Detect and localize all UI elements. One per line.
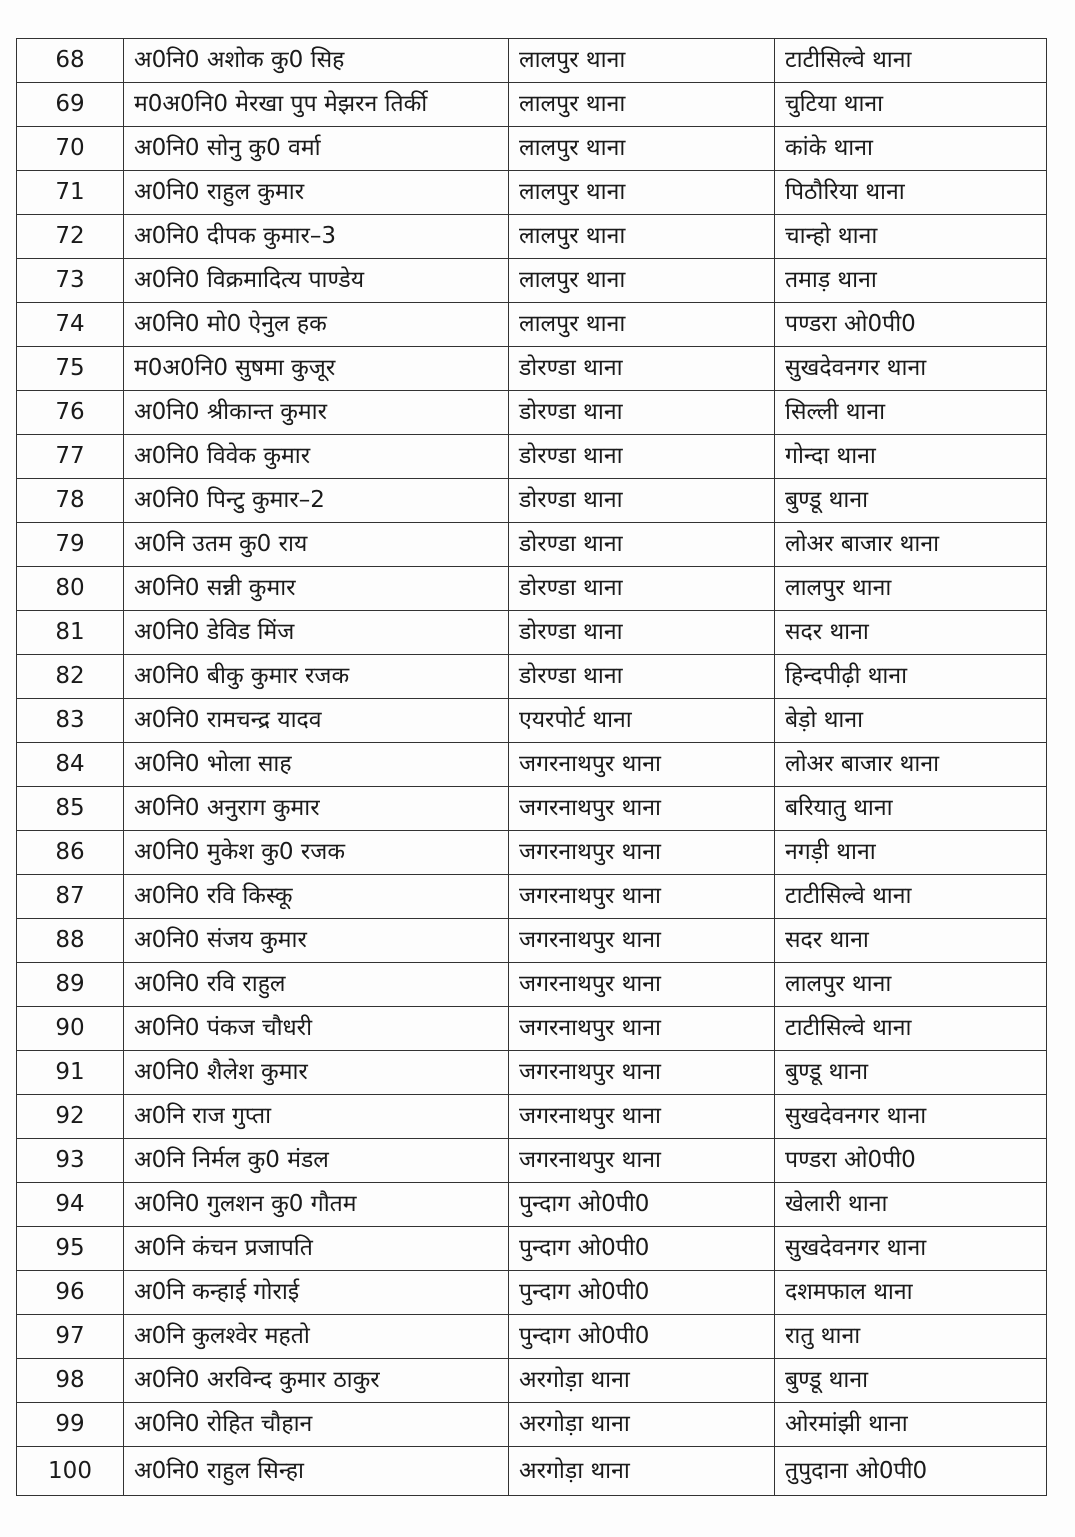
from-station-cell: डोरण्डा थाना (509, 435, 775, 479)
from-station-cell: लालपुर थाना (509, 215, 775, 259)
serial-number-cell: 90 (17, 1007, 124, 1051)
from-station-cell: जगरनाथपुर थाना (509, 963, 775, 1007)
table-row (17, 567, 1047, 611)
table-body (17, 39, 1047, 1496)
from-station-cell: अरगोड़ा थाना (509, 1359, 775, 1403)
table-row (17, 303, 1047, 347)
table-row (17, 831, 1047, 875)
officer-name-cell: अ0नि0 मो0 ऐनुल हक (124, 303, 509, 347)
from-station-cell: लालपुर थाना (509, 127, 775, 171)
to-station-cell: रातु थाना (775, 1315, 1047, 1359)
table-row (17, 699, 1047, 743)
to-station-cell: सुखदेवनगर थाना (775, 1227, 1047, 1271)
serial-number-cell: 83 (17, 699, 124, 743)
officer-name-cell: अ0नि0 संजय कुमार (124, 919, 509, 963)
to-station-cell: चान्हो थाना (775, 215, 1047, 259)
from-station-cell: डोरण्डा थाना (509, 611, 775, 655)
from-station-cell: जगरनाथपुर थाना (509, 1139, 775, 1183)
officer-name-cell: अ0नि0 शैलेश कुमार (124, 1051, 509, 1095)
officer-name-cell: अ0नि0 रामचन्द्र यादव (124, 699, 509, 743)
to-station-cell: लालपुर थाना (775, 567, 1047, 611)
to-station-cell: नगड़ी थाना (775, 831, 1047, 875)
serial-number-cell: 93 (17, 1139, 124, 1183)
from-station-cell: डोरण्डा थाना (509, 567, 775, 611)
to-station-cell: बरियातु थाना (775, 787, 1047, 831)
officer-name-cell: अ0नि0 बीकु कुमार रजक (124, 655, 509, 699)
from-station-cell: डोरण्डा थाना (509, 479, 775, 523)
to-station-cell: तमाड़ थाना (775, 259, 1047, 303)
table-row (17, 435, 1047, 479)
to-station-cell: तुपुदाना ओ0पी0 (775, 1447, 1047, 1496)
officer-name-cell: अ0नि0 विक्रमादित्य पाण्डेय (124, 259, 509, 303)
to-station-cell: सिल्ली थाना (775, 391, 1047, 435)
officer-name-cell: अ0नि0 रवि राहुल (124, 963, 509, 1007)
from-station-cell: डोरण्डा थाना (509, 391, 775, 435)
from-station-cell: डोरण्डा थाना (509, 655, 775, 699)
from-station-cell: अरगोड़ा थाना (509, 1403, 775, 1447)
officer-name-cell: अ0नि कन्हाई गोराई (124, 1271, 509, 1315)
to-station-cell: लोअर बाजार थाना (775, 523, 1047, 567)
serial-number-cell: 100 (17, 1447, 124, 1496)
officer-name-cell: अ0नि निर्मल कु0 मंडल (124, 1139, 509, 1183)
from-station-cell: लालपुर थाना (509, 303, 775, 347)
officer-name-cell: अ0नि0 डेविड मिंज (124, 611, 509, 655)
from-station-cell: जगरनाथपुर थाना (509, 1051, 775, 1095)
table-row (17, 1359, 1047, 1403)
to-station-cell: लालपुर थाना (775, 963, 1047, 1007)
officer-name-cell: अ0नि0 रवि किस्कू (124, 875, 509, 919)
serial-number-cell: 76 (17, 391, 124, 435)
table-row (17, 1271, 1047, 1315)
from-station-cell: एयरपोर्ट थाना (509, 699, 775, 743)
table-row (17, 611, 1047, 655)
officer-name-cell: अ0नि0 पिन्टु कुमार–2 (124, 479, 509, 523)
serial-number-cell: 79 (17, 523, 124, 567)
serial-number-cell: 71 (17, 171, 124, 215)
table-row (17, 1007, 1047, 1051)
from-station-cell: जगरनाथपुर थाना (509, 831, 775, 875)
from-station-cell: पुन्दाग ओ0पी0 (509, 1227, 775, 1271)
from-station-cell: पुन्दाग ओ0पी0 (509, 1271, 775, 1315)
table-row (17, 215, 1047, 259)
officer-name-cell: अ0नि0 सन्नी कुमार (124, 567, 509, 611)
table-row (17, 963, 1047, 1007)
to-station-cell: लोअर बाजार थाना (775, 743, 1047, 787)
to-station-cell: गोन्दा थाना (775, 435, 1047, 479)
serial-number-cell: 96 (17, 1271, 124, 1315)
to-station-cell: खेलारी थाना (775, 1183, 1047, 1227)
serial-number-cell: 80 (17, 567, 124, 611)
officer-name-cell: अ0नि0 अरविन्द कुमार ठाकुर (124, 1359, 509, 1403)
to-station-cell: बुण्डू थाना (775, 1051, 1047, 1095)
to-station-cell: सदर थाना (775, 919, 1047, 963)
to-station-cell: टाटीसिल्वे थाना (775, 1007, 1047, 1051)
officer-name-cell: अ0नि0 राहुल कुमार (124, 171, 509, 215)
officer-name-cell: अ0नि0 अशोक कु0 सिह (124, 39, 509, 83)
table-row (17, 743, 1047, 787)
table-row (17, 347, 1047, 391)
officer-name-cell: अ0नि0 श्रीकान्त कुमार (124, 391, 509, 435)
officer-name-cell: अ0नि कुलश्वेर महतो (124, 1315, 509, 1359)
from-station-cell: डोरण्डा थाना (509, 347, 775, 391)
table-row (17, 1315, 1047, 1359)
from-station-cell: लालपुर थाना (509, 83, 775, 127)
table-row (17, 391, 1047, 435)
officer-name-cell: अ0नि0 विवेक कुमार (124, 435, 509, 479)
officer-name-cell: म0अ0नि0 मेरखा पुप मेझरन तिर्की (124, 83, 509, 127)
officer-name-cell: अ0नि0 सोनु कु0 वर्मा (124, 127, 509, 171)
to-station-cell: दशमफाल थाना (775, 1271, 1047, 1315)
to-station-cell: चुटिया थाना (775, 83, 1047, 127)
table-row (17, 1403, 1047, 1447)
to-station-cell: बुण्डू थाना (775, 479, 1047, 523)
serial-number-cell: 82 (17, 655, 124, 699)
officer-name-cell: अ0नि0 गुलशन कु0 गौतम (124, 1183, 509, 1227)
to-station-cell: पण्डरा ओ0पी0 (775, 1139, 1047, 1183)
from-station-cell: जगरनाथपुर थाना (509, 1095, 775, 1139)
serial-number-cell: 81 (17, 611, 124, 655)
officer-name-cell: अ0नि कंचन प्रजापति (124, 1227, 509, 1271)
from-station-cell: जगरनाथपुर थाना (509, 787, 775, 831)
serial-number-cell: 95 (17, 1227, 124, 1271)
table-row (17, 655, 1047, 699)
officer-name-cell: अ0नि उतम कु0 राय (124, 523, 509, 567)
table-row (17, 919, 1047, 963)
officer-name-cell: अ0नि0 राहुल सिन्हा (124, 1447, 509, 1496)
serial-number-cell: 77 (17, 435, 124, 479)
officer-name-cell: अ0नि0 मुकेश कु0 रजक (124, 831, 509, 875)
to-station-cell: सुखदेवनगर थाना (775, 1095, 1047, 1139)
table-row (17, 1227, 1047, 1271)
to-station-cell: कांके थाना (775, 127, 1047, 171)
serial-number-cell: 92 (17, 1095, 124, 1139)
from-station-cell: पुन्दाग ओ0पी0 (509, 1183, 775, 1227)
table-row (17, 83, 1047, 127)
serial-number-cell: 85 (17, 787, 124, 831)
table-row (17, 171, 1047, 215)
from-station-cell: अरगोड़ा थाना (509, 1447, 775, 1496)
officer-name-cell: अ0नि0 दीपक कुमार–3 (124, 215, 509, 259)
to-station-cell: सदर थाना (775, 611, 1047, 655)
serial-number-cell: 89 (17, 963, 124, 1007)
table-row (17, 259, 1047, 303)
serial-number-cell: 87 (17, 875, 124, 919)
serial-number-cell: 97 (17, 1315, 124, 1359)
serial-number-cell: 98 (17, 1359, 124, 1403)
to-station-cell: बेड़ो थाना (775, 699, 1047, 743)
officer-name-cell: अ0नि0 पंकज चौधरी (124, 1007, 509, 1051)
to-station-cell: पण्डरा ओ0पी0 (775, 303, 1047, 347)
serial-number-cell: 74 (17, 303, 124, 347)
from-station-cell: लालपुर थाना (509, 39, 775, 83)
table-row (17, 1095, 1047, 1139)
officer-name-cell: अ0नि0 अनुराग कुमार (124, 787, 509, 831)
table-row (17, 39, 1047, 83)
to-station-cell: टाटीसिल्वे थाना (775, 875, 1047, 919)
to-station-cell: ओरमांझी थाना (775, 1403, 1047, 1447)
serial-number-cell: 99 (17, 1403, 124, 1447)
to-station-cell: पिठौरिया थाना (775, 171, 1047, 215)
serial-number-cell: 78 (17, 479, 124, 523)
from-station-cell: जगरनाथपुर थाना (509, 875, 775, 919)
from-station-cell: जगरनाथपुर थाना (509, 919, 775, 963)
to-station-cell: बुण्डू थाना (775, 1359, 1047, 1403)
from-station-cell: पुन्दाग ओ0पी0 (509, 1315, 775, 1359)
transfer-table (16, 38, 1047, 1496)
from-station-cell: लालपुर थाना (509, 259, 775, 303)
from-station-cell: जगरनाथपुर थाना (509, 743, 775, 787)
serial-number-cell: 86 (17, 831, 124, 875)
from-station-cell: डोरण्डा थाना (509, 523, 775, 567)
officer-name-cell: अ0नि राज गुप्ता (124, 1095, 509, 1139)
serial-number-cell: 70 (17, 127, 124, 171)
officer-name-cell: म0अ0नि0 सुषमा कुजूर (124, 347, 509, 391)
to-station-cell: टाटीसिल्वे थाना (775, 39, 1047, 83)
serial-number-cell: 73 (17, 259, 124, 303)
officer-name-cell: अ0नि0 रोहित चौहान (124, 1403, 509, 1447)
table-row (17, 787, 1047, 831)
table-row (17, 1051, 1047, 1095)
from-station-cell: जगरनाथपुर थाना (509, 1007, 775, 1051)
table-row (17, 523, 1047, 567)
serial-number-cell: 72 (17, 215, 124, 259)
serial-number-cell: 68 (17, 39, 124, 83)
table-row (17, 1139, 1047, 1183)
officer-name-cell: अ0नि0 भोला साह (124, 743, 509, 787)
table-row (17, 875, 1047, 919)
serial-number-cell: 91 (17, 1051, 124, 1095)
serial-number-cell: 75 (17, 347, 124, 391)
serial-number-cell: 84 (17, 743, 124, 787)
table-row (17, 479, 1047, 523)
to-station-cell: हिन्दपीढ़ी थाना (775, 655, 1047, 699)
to-station-cell: सुखदेवनगर थाना (775, 347, 1047, 391)
serial-number-cell: 88 (17, 919, 124, 963)
from-station-cell: लालपुर थाना (509, 171, 775, 215)
serial-number-cell: 94 (17, 1183, 124, 1227)
table-row (17, 1447, 1047, 1496)
table-row (17, 1183, 1047, 1227)
table-row (17, 127, 1047, 171)
serial-number-cell: 69 (17, 83, 124, 127)
